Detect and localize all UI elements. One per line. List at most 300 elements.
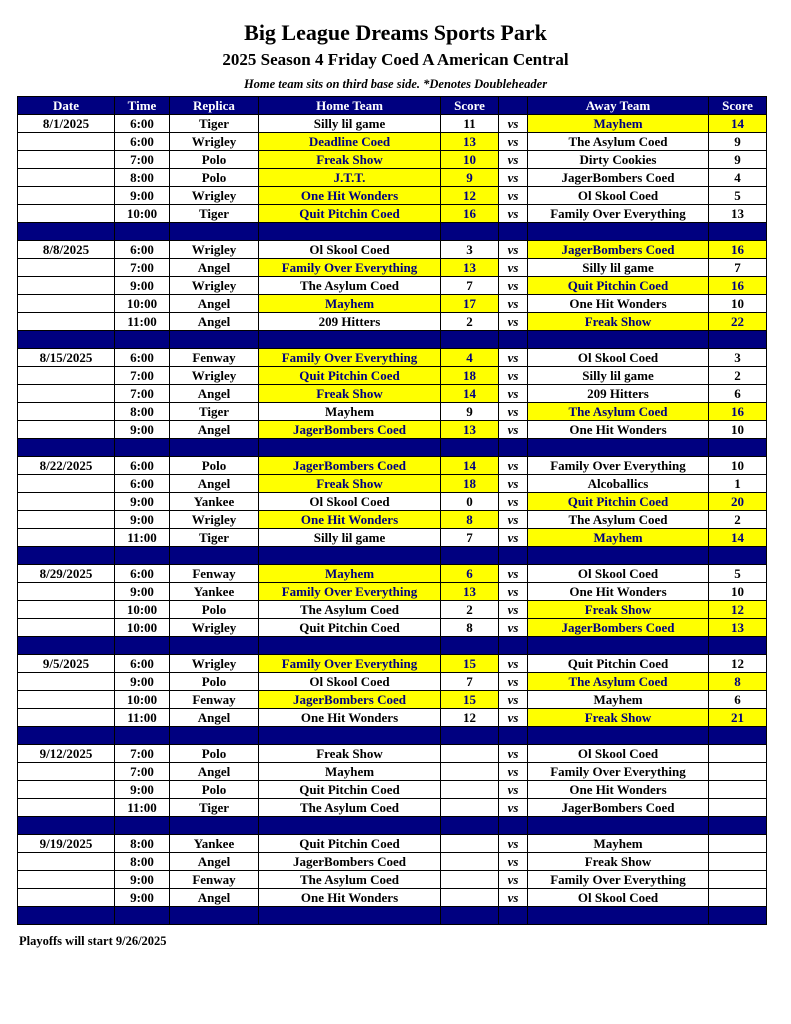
replica-cell: Polo: [170, 601, 259, 619]
week-separator: [18, 223, 767, 241]
away-score-cell: 13: [709, 619, 767, 637]
replica-cell: Tiger: [170, 799, 259, 817]
separator-cell: [499, 547, 528, 565]
date-cell: [18, 781, 115, 799]
week-separator: [18, 907, 767, 925]
page-note: Home team sits on third base side. *Denotes Doubleheader: [243, 77, 548, 91]
col-header-away-score: Score: [709, 97, 767, 115]
separator-cell: [259, 637, 441, 655]
separator-cell: [528, 907, 709, 925]
separator-cell: [709, 439, 767, 457]
away-score-cell: 20: [709, 493, 767, 511]
game-row: [18, 529, 767, 547]
separator-cell: [115, 223, 170, 241]
separator-cell: [18, 727, 115, 745]
date-cell: [18, 853, 115, 871]
away-score-cell: [709, 799, 767, 817]
replica-cell: Angel: [170, 385, 259, 403]
playoffs-note: Playoffs will start 9/26/2025: [19, 934, 167, 948]
game-row: [18, 241, 767, 259]
separator-cell: [528, 637, 709, 655]
separator-cell: [499, 223, 528, 241]
home-team-cell: Mayhem: [259, 763, 441, 781]
vs-cell: vs: [499, 601, 528, 619]
away-team-cell: Quit Pitchin Coed: [528, 277, 709, 295]
separator-cell: [170, 637, 259, 655]
date-cell: [18, 133, 115, 151]
away-score-cell: [709, 835, 767, 853]
date-cell: 9/5/2025: [18, 655, 115, 673]
separator-cell: [115, 817, 170, 835]
home-score-cell: 4: [441, 349, 499, 367]
replica-cell: Polo: [170, 169, 259, 187]
date-cell: [18, 151, 115, 169]
home-team-cell: Family Over Everything: [259, 349, 441, 367]
away-team-cell: Mayhem: [528, 835, 709, 853]
date-cell: [18, 691, 115, 709]
away-score-cell: 16: [709, 277, 767, 295]
home-score-cell: 7: [441, 673, 499, 691]
vs-cell: vs: [499, 295, 528, 313]
away-team-cell: The Asylum Coed: [528, 673, 709, 691]
time-cell: 6:00: [115, 133, 170, 151]
home-score-cell: 17: [441, 295, 499, 313]
time-cell: 9:00: [115, 187, 170, 205]
vs-cell: vs: [499, 349, 528, 367]
date-cell: [18, 277, 115, 295]
vs-cell: vs: [499, 889, 528, 907]
home-score-cell: 8: [441, 511, 499, 529]
away-score-cell: 5: [709, 187, 767, 205]
date-cell: [18, 619, 115, 637]
away-team-cell: Freak Show: [528, 601, 709, 619]
vs-cell: vs: [499, 259, 528, 277]
replica-cell: Angel: [170, 421, 259, 439]
date-cell: 8/8/2025: [18, 241, 115, 259]
home-score-cell: 14: [441, 385, 499, 403]
replica-cell: Polo: [170, 457, 259, 475]
time-cell: 6:00: [115, 241, 170, 259]
time-cell: 9:00: [115, 493, 170, 511]
game-row: [18, 835, 767, 853]
game-row: [18, 763, 767, 781]
separator-cell: [115, 637, 170, 655]
away-score-cell: 13: [709, 205, 767, 223]
away-score-cell: 12: [709, 601, 767, 619]
time-cell: 10:00: [115, 691, 170, 709]
game-row: [18, 367, 767, 385]
time-cell: 6:00: [115, 115, 170, 133]
page-subtitle: 2025 Season 4 Friday Coed A American Central: [222, 50, 569, 69]
col-header-time: Time: [115, 97, 170, 115]
time-cell: 7:00: [115, 745, 170, 763]
separator-cell: [441, 817, 499, 835]
replica-cell: Wrigley: [170, 133, 259, 151]
time-cell: 7:00: [115, 151, 170, 169]
away-score-cell: 9: [709, 151, 767, 169]
away-score-cell: 10: [709, 583, 767, 601]
separator-cell: [170, 817, 259, 835]
vs-cell: vs: [499, 241, 528, 259]
away-score-cell: 21: [709, 709, 767, 727]
separator-cell: [528, 439, 709, 457]
separator-cell: [441, 331, 499, 349]
replica-cell: Angel: [170, 475, 259, 493]
home-score-cell: 8: [441, 619, 499, 637]
vs-cell: vs: [499, 781, 528, 799]
replica-cell: Fenway: [170, 565, 259, 583]
header-row: [18, 97, 767, 115]
replica-cell: Angel: [170, 853, 259, 871]
separator-cell: [259, 817, 441, 835]
separator-cell: [259, 439, 441, 457]
away-team-cell: Quit Pitchin Coed: [528, 655, 709, 673]
home-team-cell: 209 Hitters: [259, 313, 441, 331]
game-row: [18, 673, 767, 691]
home-team-cell: JagerBombers Coed: [259, 853, 441, 871]
separator-cell: [441, 907, 499, 925]
separator-cell: [709, 547, 767, 565]
separator-cell: [259, 331, 441, 349]
separator-cell: [18, 223, 115, 241]
date-cell: [18, 259, 115, 277]
away-team-cell: Freak Show: [528, 853, 709, 871]
separator-cell: [115, 439, 170, 457]
replica-cell: Fenway: [170, 691, 259, 709]
home-team-cell: One Hit Wonders: [259, 889, 441, 907]
separator-cell: [499, 331, 528, 349]
time-cell: 7:00: [115, 259, 170, 277]
home-score-cell: [441, 799, 499, 817]
col-header-replica: Replica: [170, 97, 259, 115]
away-team-cell: The Asylum Coed: [528, 133, 709, 151]
separator-cell: [441, 727, 499, 745]
home-score-cell: 2: [441, 313, 499, 331]
home-score-cell: 7: [441, 277, 499, 295]
home-team-cell: Quit Pitchin Coed: [259, 367, 441, 385]
date-cell: 9/19/2025: [18, 835, 115, 853]
vs-cell: vs: [499, 691, 528, 709]
vs-cell: vs: [499, 511, 528, 529]
vs-cell: vs: [499, 529, 528, 547]
away-score-cell: 10: [709, 295, 767, 313]
time-cell: 6:00: [115, 565, 170, 583]
away-team-cell: Ol Skool Coed: [528, 889, 709, 907]
home-team-cell: Ol Skool Coed: [259, 241, 441, 259]
away-team-cell: One Hit Wonders: [528, 295, 709, 313]
away-team-cell: One Hit Wonders: [528, 421, 709, 439]
vs-cell: vs: [499, 745, 528, 763]
game-row: [18, 475, 767, 493]
home-team-cell: One Hit Wonders: [259, 709, 441, 727]
time-cell: 10:00: [115, 205, 170, 223]
col-header-home-score: Score: [441, 97, 499, 115]
time-cell: 8:00: [115, 853, 170, 871]
replica-cell: Tiger: [170, 403, 259, 421]
vs-cell: vs: [499, 871, 528, 889]
time-cell: 9:00: [115, 781, 170, 799]
away-team-cell: One Hit Wonders: [528, 583, 709, 601]
game-row: [18, 619, 767, 637]
page-title: Big League Dreams Sports Park: [244, 20, 547, 45]
time-cell: 7:00: [115, 763, 170, 781]
home-team-cell: Freak Show: [259, 475, 441, 493]
separator-cell: [259, 223, 441, 241]
home-team-cell: Deadline Coed: [259, 133, 441, 151]
separator-cell: [441, 439, 499, 457]
home-score-cell: 9: [441, 403, 499, 421]
date-cell: 8/15/2025: [18, 349, 115, 367]
time-cell: 7:00: [115, 367, 170, 385]
home-score-cell: 13: [441, 583, 499, 601]
home-score-cell: 0: [441, 493, 499, 511]
date-cell: [18, 583, 115, 601]
away-team-cell: Family Over Everything: [528, 871, 709, 889]
away-team-cell: Family Over Everything: [528, 457, 709, 475]
separator-cell: [18, 547, 115, 565]
game-row: [18, 133, 767, 151]
away-score-cell: 4: [709, 169, 767, 187]
away-score-cell: [709, 781, 767, 799]
away-team-cell: Ol Skool Coed: [528, 349, 709, 367]
replica-cell: Wrigley: [170, 655, 259, 673]
separator-cell: [499, 907, 528, 925]
game-row: [18, 745, 767, 763]
vs-cell: vs: [499, 277, 528, 295]
vs-cell: vs: [499, 673, 528, 691]
home-team-cell: Mayhem: [259, 403, 441, 421]
home-team-cell: Quit Pitchin Coed: [259, 205, 441, 223]
vs-cell: vs: [499, 583, 528, 601]
home-score-cell: [441, 745, 499, 763]
game-row: [18, 493, 767, 511]
vs-cell: vs: [499, 421, 528, 439]
separator-cell: [170, 331, 259, 349]
time-cell: 8:00: [115, 169, 170, 187]
time-cell: 6:00: [115, 457, 170, 475]
away-score-cell: 8: [709, 673, 767, 691]
time-cell: 6:00: [115, 655, 170, 673]
vs-cell: vs: [499, 169, 528, 187]
home-score-cell: [441, 835, 499, 853]
away-team-cell: Silly lil game: [528, 259, 709, 277]
home-score-cell: 10: [441, 151, 499, 169]
home-team-cell: Family Over Everything: [259, 655, 441, 673]
away-team-cell: Ol Skool Coed: [528, 187, 709, 205]
replica-cell: Angel: [170, 709, 259, 727]
week-separator: [18, 547, 767, 565]
vs-cell: vs: [499, 763, 528, 781]
game-row: [18, 187, 767, 205]
replica-cell: Wrigley: [170, 367, 259, 385]
away-team-cell: Silly lil game: [528, 367, 709, 385]
time-cell: 6:00: [115, 475, 170, 493]
separator-cell: [441, 637, 499, 655]
home-score-cell: 7: [441, 529, 499, 547]
time-cell: 9:00: [115, 277, 170, 295]
time-cell: 7:00: [115, 385, 170, 403]
away-score-cell: 22: [709, 313, 767, 331]
home-team-cell: J.T.T.: [259, 169, 441, 187]
separator-cell: [499, 817, 528, 835]
week-separator: [18, 637, 767, 655]
schedule-table: [17, 96, 767, 925]
date-cell: [18, 799, 115, 817]
date-cell: [18, 403, 115, 421]
home-score-cell: [441, 763, 499, 781]
vs-cell: vs: [499, 313, 528, 331]
home-team-cell: The Asylum Coed: [259, 601, 441, 619]
separator-cell: [18, 817, 115, 835]
away-team-cell: Freak Show: [528, 313, 709, 331]
week-separator: [18, 439, 767, 457]
game-row: [18, 403, 767, 421]
game-row: [18, 349, 767, 367]
home-score-cell: 13: [441, 259, 499, 277]
away-team-cell: The Asylum Coed: [528, 511, 709, 529]
date-cell: 9/12/2025: [18, 745, 115, 763]
date-cell: 8/29/2025: [18, 565, 115, 583]
home-team-cell: Mayhem: [259, 565, 441, 583]
home-score-cell: [441, 781, 499, 799]
date-cell: [18, 421, 115, 439]
home-team-cell: Quit Pitchin Coed: [259, 619, 441, 637]
week-separator: [18, 331, 767, 349]
game-row: [18, 691, 767, 709]
home-score-cell: 18: [441, 475, 499, 493]
time-cell: 11:00: [115, 529, 170, 547]
separator-cell: [18, 439, 115, 457]
replica-cell: Yankee: [170, 835, 259, 853]
away-score-cell: 16: [709, 241, 767, 259]
away-team-cell: Mayhem: [528, 691, 709, 709]
time-cell: 9:00: [115, 889, 170, 907]
replica-cell: Fenway: [170, 871, 259, 889]
separator-cell: [170, 439, 259, 457]
separator-cell: [18, 637, 115, 655]
replica-cell: Wrigley: [170, 187, 259, 205]
replica-cell: Angel: [170, 889, 259, 907]
replica-cell: Yankee: [170, 583, 259, 601]
home-team-cell: The Asylum Coed: [259, 799, 441, 817]
date-cell: [18, 493, 115, 511]
away-score-cell: 10: [709, 421, 767, 439]
col-header-away-team: Away Team: [528, 97, 709, 115]
home-score-cell: 16: [441, 205, 499, 223]
home-score-cell: 18: [441, 367, 499, 385]
separator-cell: [709, 907, 767, 925]
home-team-cell: The Asylum Coed: [259, 871, 441, 889]
game-row: [18, 259, 767, 277]
date-cell: [18, 313, 115, 331]
home-team-cell: JagerBombers Coed: [259, 691, 441, 709]
away-team-cell: One Hit Wonders: [528, 781, 709, 799]
time-cell: 9:00: [115, 421, 170, 439]
replica-cell: Angel: [170, 763, 259, 781]
home-team-cell: Silly lil game: [259, 529, 441, 547]
separator-cell: [115, 727, 170, 745]
date-cell: [18, 511, 115, 529]
time-cell: 10:00: [115, 295, 170, 313]
separator-cell: [18, 331, 115, 349]
home-team-cell: JagerBombers Coed: [259, 421, 441, 439]
separator-cell: [709, 223, 767, 241]
home-score-cell: 2: [441, 601, 499, 619]
game-row: [18, 277, 767, 295]
schedule-body: [18, 115, 767, 925]
vs-cell: vs: [499, 655, 528, 673]
time-cell: 8:00: [115, 835, 170, 853]
away-score-cell: 2: [709, 511, 767, 529]
away-score-cell: 7: [709, 259, 767, 277]
vs-cell: vs: [499, 493, 528, 511]
home-score-cell: 12: [441, 709, 499, 727]
replica-cell: Angel: [170, 313, 259, 331]
home-team-cell: Freak Show: [259, 151, 441, 169]
separator-cell: [170, 907, 259, 925]
away-score-cell: [709, 763, 767, 781]
away-score-cell: [709, 745, 767, 763]
date-cell: [18, 529, 115, 547]
vs-cell: vs: [499, 475, 528, 493]
vs-cell: vs: [499, 151, 528, 169]
home-score-cell: 11: [441, 115, 499, 133]
vs-cell: vs: [499, 187, 528, 205]
date-cell: 8/22/2025: [18, 457, 115, 475]
replica-cell: Polo: [170, 745, 259, 763]
game-row: [18, 295, 767, 313]
vs-cell: vs: [499, 115, 528, 133]
home-team-cell: One Hit Wonders: [259, 187, 441, 205]
date-cell: [18, 367, 115, 385]
separator-cell: [528, 223, 709, 241]
home-team-cell: Freak Show: [259, 745, 441, 763]
replica-cell: Polo: [170, 151, 259, 169]
replica-cell: Tiger: [170, 205, 259, 223]
separator-cell: [259, 727, 441, 745]
vs-cell: vs: [499, 799, 528, 817]
time-cell: 11:00: [115, 709, 170, 727]
away-team-cell: Ol Skool Coed: [528, 565, 709, 583]
time-cell: 10:00: [115, 601, 170, 619]
game-row: [18, 313, 767, 331]
away-score-cell: 5: [709, 565, 767, 583]
away-team-cell: Quit Pitchin Coed: [528, 493, 709, 511]
home-team-cell: Quit Pitchin Coed: [259, 835, 441, 853]
game-row: [18, 565, 767, 583]
separator-cell: [18, 907, 115, 925]
vs-cell: vs: [499, 205, 528, 223]
time-cell: 6:00: [115, 349, 170, 367]
separator-cell: [709, 637, 767, 655]
date-cell: [18, 871, 115, 889]
home-score-cell: 13: [441, 133, 499, 151]
replica-cell: Tiger: [170, 115, 259, 133]
home-score-cell: 3: [441, 241, 499, 259]
date-cell: [18, 187, 115, 205]
home-team-cell: Family Over Everything: [259, 583, 441, 601]
time-cell: 8:00: [115, 403, 170, 421]
home-score-cell: 12: [441, 187, 499, 205]
game-row: [18, 457, 767, 475]
time-cell: 9:00: [115, 871, 170, 889]
away-team-cell: Family Over Everything: [528, 763, 709, 781]
home-score-cell: 14: [441, 457, 499, 475]
replica-cell: Wrigley: [170, 241, 259, 259]
home-score-cell: [441, 853, 499, 871]
date-cell: [18, 385, 115, 403]
vs-cell: vs: [499, 385, 528, 403]
